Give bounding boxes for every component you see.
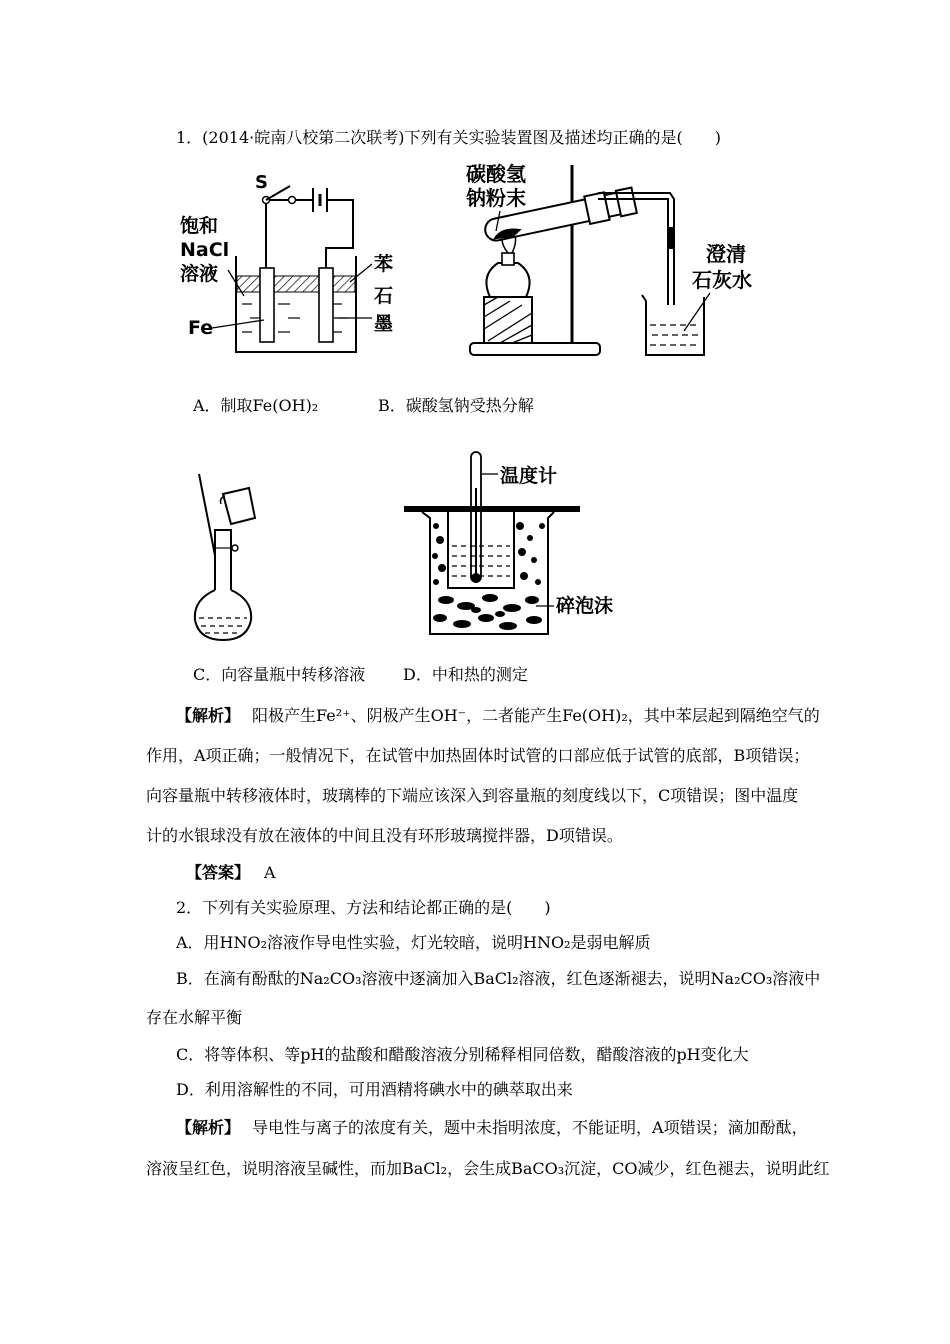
q2-analysis-label: 【解析】 <box>176 1118 241 1137</box>
q2-stem: 2．下列有关实验原理、方法和结论都正确的是( ) <box>176 898 551 917</box>
q2-option-c: C．将等体积、等pH的盐酸和醋酸溶液分别稀释相同倍数，醋酸溶液的pH变化大 <box>176 1045 749 1064</box>
label-chengqing: 澄清 <box>706 242 746 266</box>
label-ben: 苯 <box>374 253 394 275</box>
q1-analysis-line-4: 计的水银球没有放在液体的中间且没有环形玻璃搅拌器，D项错误。 <box>146 826 623 845</box>
label-rongye: 溶液 <box>180 263 219 285</box>
label-nacl: NaCl <box>180 239 230 261</box>
label-tansuanqing: 碳酸氢 <box>466 162 526 186</box>
label-shihuishui: 石灰水 <box>692 268 752 292</box>
q2-analysis-line-1: 导电性与离子的浓度有关，题中未指明浓度，不能证明，A项错误；滴加酚酞， <box>252 1118 808 1137</box>
figure-c-volumetric-flask <box>185 468 275 646</box>
figure-b-heating <box>440 155 790 365</box>
figure-d-calorimeter <box>400 448 640 643</box>
figure-a-electrolysis <box>178 170 408 360</box>
q1-analysis-line-1: 阳极产生Fe²⁺、阴极产生OH⁻，二者能产生Fe(OH)₂，其中苯层起到隔绝空气的 <box>252 706 820 725</box>
label-shi: 石 <box>374 285 394 307</box>
q1-analysis-line-2: 作用，A项正确；一般情况下，在试管中加热固体时试管的口部应低于试管的底部，B项错误； <box>146 746 810 765</box>
q1-analysis-label: 【解析】 <box>176 706 241 725</box>
q1-answer-label: 【答案】 <box>186 863 251 882</box>
label-baohe: 饱和 <box>180 215 219 237</box>
q2-option-b-line-2: 存在水解平衡 <box>146 1008 243 1027</box>
q1-analysis-line-3: 向容量瓶中转移液体时，玻璃棒的下端应该深入到容量瓶的刻度线以下，C项错误；图中温度 <box>146 786 799 805</box>
q2-option-a: A．用HNO₂溶液作导电性实验，灯光较暗，说明HNO₂是弱电解质 <box>176 933 651 952</box>
q1-option-d: D．中和热的测定 <box>403 665 528 684</box>
label-foam: 碎泡沫 <box>556 595 614 617</box>
q2-option-d: D．利用溶解性的不同，可用酒精将碘水中的碘萃取出来 <box>176 1080 573 1099</box>
q1-answer <box>186 863 276 883</box>
q2-analysis <box>176 1118 808 1138</box>
q1-analysis <box>176 706 820 726</box>
label-fe: Fe <box>188 317 214 339</box>
label-nafenmo: 钠粉末 <box>466 186 526 210</box>
q2-analysis-line-2: 溶液呈红色，说明溶液呈碱性，而加BaCl₂，会生成BaCO₃沉淀，CO减少，红色褪去，说明此红 <box>146 1159 830 1178</box>
q2-option-b-line-1: B．在滴有酚酞的Na₂CO₃溶液中逐滴加入BaCl₂溶液，红色逐渐褪去，说明Na₂CO₃溶液中 <box>176 969 821 988</box>
label-thermometer: 温度计 <box>500 465 558 487</box>
switch-label: S <box>255 172 268 193</box>
q1-stem: 1．(2014·皖南八校第二次联考)下列有关实验装置图及描述均正确的是( ) <box>176 128 721 147</box>
label-mo: 墨 <box>374 313 394 335</box>
q1-answer-value: A <box>264 863 276 882</box>
q1-option-a: A．制取Fe(OH)₂ <box>193 396 319 415</box>
q1-option-c: C．向容量瓶中转移溶液 <box>193 665 366 684</box>
q1-option-b: B．碳酸氢钠受热分解 <box>378 396 534 415</box>
